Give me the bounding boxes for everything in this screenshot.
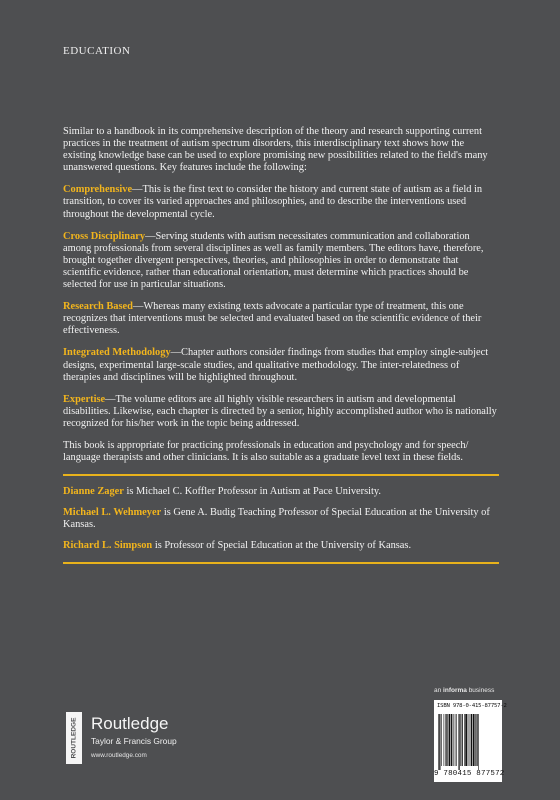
author-bio-text: is Professor of Special Education at the University of Kansas. xyxy=(152,540,412,552)
barcode-bar xyxy=(445,714,446,766)
divider-top xyxy=(63,474,499,476)
feature-text: —Chapter authors consider findings from studies that employ single-subject designs, experimental large-scale studies, and qualitative methodology. The inter-relatedness of therapies and disciplines will be highlighted throughout. xyxy=(63,347,489,383)
isbn-label: ISBN 978-0-415-87757-2 xyxy=(437,703,507,709)
barcode-bar xyxy=(441,714,442,766)
ean-number: 9 780415 877572 xyxy=(434,770,505,778)
author-name: Michael L. Wehmeyer xyxy=(63,507,162,519)
barcode-bar xyxy=(456,714,457,766)
divider-bottom xyxy=(63,562,499,564)
feature-integrated-methodology xyxy=(63,347,499,383)
intro-paragraph: Similar to a handbook in its comprehensive description of the theory and research supporting current practices in the treatment of autism spectrum disorders, this interdisciplinary text shows how the existing knowledge base can be used to explore promising new possibilities related to the field's many unanswered questions. Key features include the following: xyxy=(63,126,488,174)
routledge-mark-icon xyxy=(63,712,85,764)
feature-term: Comprehensive xyxy=(63,184,133,196)
barcode-bar xyxy=(470,714,471,766)
feature-text: —Whereas many existing texts advocate a particular type of treatment, this one recognizes that interventions must be selected and evaluated based on the scientific evidence of their effectiveness. xyxy=(63,301,482,337)
audience-paragraph: This book is appropriate for practicing professionals in education and psychology and for speech/ language therapists and other clinicians. It is also suitable as a graduate level text in these fields. xyxy=(63,439,469,464)
barcode-bar xyxy=(451,714,452,766)
publisher-name: Routledge xyxy=(91,714,169,733)
feature-term: Research Based xyxy=(63,301,133,313)
barcode-bar xyxy=(444,714,445,766)
informa-brand: informa xyxy=(443,687,467,694)
barcode-bars xyxy=(437,714,499,770)
feature-term: Integrated Methodology xyxy=(63,347,171,359)
publisher-url: www.routledge.com xyxy=(91,752,147,759)
barcode-bar xyxy=(475,714,476,766)
publisher-logo xyxy=(63,712,263,772)
feature-comprehensive xyxy=(63,184,499,220)
barcode-bar xyxy=(447,714,448,766)
informa-suffix: business xyxy=(466,687,495,694)
blurb xyxy=(63,126,499,564)
barcode-bar xyxy=(473,714,475,766)
publisher-group: Taylor & Francis Group xyxy=(91,736,177,746)
barcode-bar xyxy=(478,714,479,770)
informa-tagline xyxy=(434,687,494,694)
feature-text: —This is the first text to consider the history and current state of autism as a field in transition, to cover its varied approaches and philosophies, and to describe the interventions used throughout the developmental cycle. xyxy=(63,184,483,220)
author-bios xyxy=(63,486,499,552)
feature-cross-disciplinary xyxy=(63,231,499,291)
author-bio xyxy=(63,486,499,498)
barcode-bar xyxy=(468,714,469,766)
category-label: EDUCATION xyxy=(63,45,131,57)
barcode-bar xyxy=(460,714,461,766)
author-name: Richard L. Simpson xyxy=(63,540,153,552)
author-bio-text: is Gene A. Budig Teaching Professor of Special Education at the University of Kansas. xyxy=(63,507,490,531)
barcode-bar xyxy=(465,714,467,766)
feature-text: —Serving students with autism necessitates communication and collaboration among professionals from several disciplines as well as family members. The editors have, therefore, brought together divergent perspectives, theories, and philosophies in order to demonstrate that scientific evidence, rather than educational orientation, must determine which practices should be selected for use in particular situations. xyxy=(63,230,484,291)
feature-research-based xyxy=(63,301,499,337)
author-bio-text: is Michael C. Koffler Professor in Autism at Pace University. xyxy=(123,486,382,498)
barcode-bar xyxy=(471,714,472,766)
author-name: Dianne Zager xyxy=(63,486,124,498)
barcode-bar xyxy=(438,714,439,770)
barcode-bar xyxy=(464,714,465,766)
barcode-bar xyxy=(449,714,451,766)
routledge-mark-text: ROUTLEDGE xyxy=(70,717,78,759)
barcode-bar xyxy=(455,714,456,766)
barcode xyxy=(434,700,507,782)
feature-text: —The volume editors are all highly visible researchers in autism and developmental disabilities. Likewise, each chapter is directed by a senior, highly accomplished author who is nationally recognized for his/her work in the topic being addressed. xyxy=(63,393,497,429)
feature-term: Cross Disciplinary xyxy=(63,230,146,242)
feature-expertise xyxy=(63,394,499,430)
author-bio xyxy=(63,507,499,531)
barcode-bar xyxy=(453,714,454,766)
author-bio xyxy=(63,540,499,552)
barcode-bar xyxy=(439,714,440,770)
feature-term: Expertise xyxy=(63,393,106,405)
barcode-bar xyxy=(476,714,477,766)
barcode-bar xyxy=(458,714,459,770)
barcode-bar xyxy=(462,714,463,766)
informa-prefix: an xyxy=(434,687,444,694)
